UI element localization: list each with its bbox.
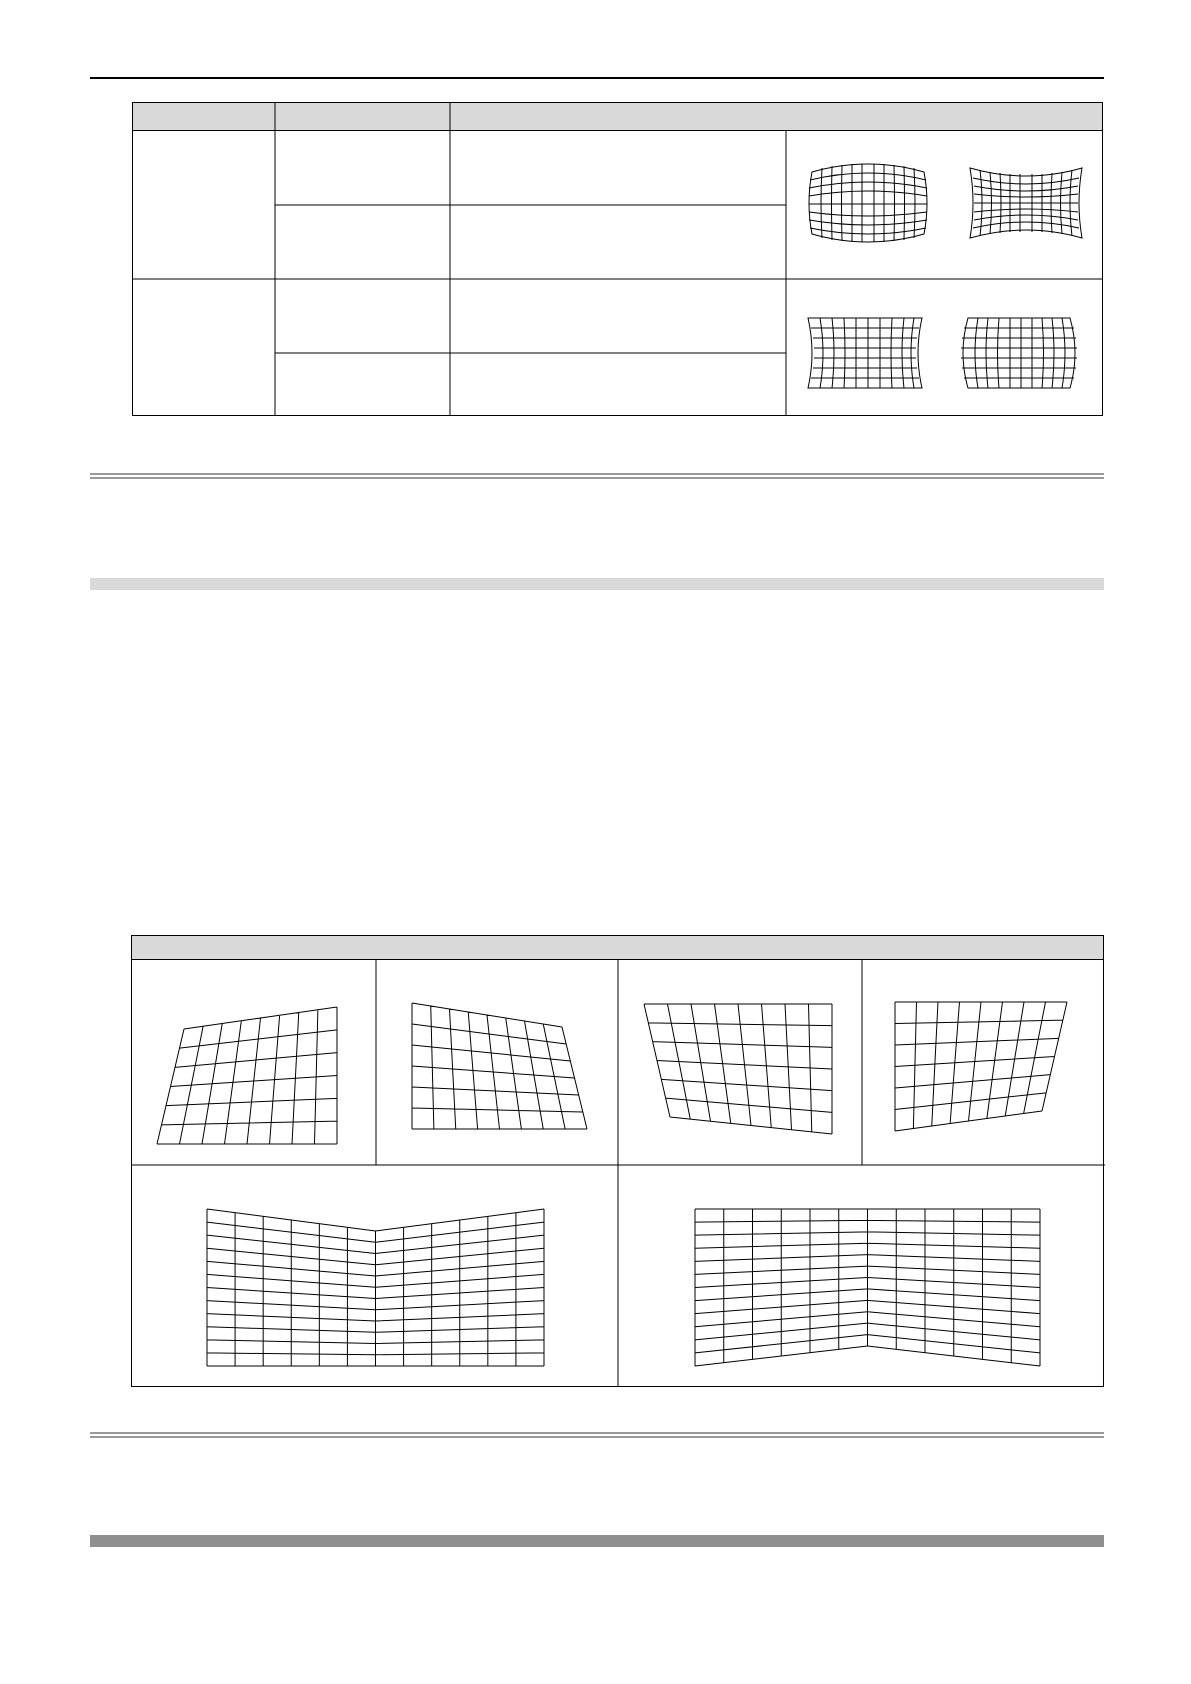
corner-peak-bottom-grid-icon-right	[868, 1209, 1041, 1366]
keystone-left-short-grid-icon	[157, 1007, 337, 1144]
section-heading-bar	[90, 578, 1104, 590]
keystone-top-short-grid-icon	[895, 1002, 1067, 1131]
distortion-table-grid	[132, 102, 1103, 416]
section-double-rule-2	[90, 1432, 1104, 1438]
keystone-right-short-grid-icon	[412, 1003, 587, 1129]
distortion-correction-table	[132, 102, 1103, 416]
keystone-correction-table	[131, 935, 1104, 1387]
vertical-barrel-grid-icon	[961, 318, 1077, 388]
pincushion-grid-icon	[970, 168, 1082, 238]
barrel-grid-icon	[809, 164, 927, 242]
keystone-table-body	[131, 959, 1104, 1387]
table-body	[133, 131, 1103, 416]
corner-peak-bottom-grid-icon-left	[695, 1209, 868, 1366]
footer-bar	[90, 1535, 1104, 1547]
keystone-table-header	[131, 935, 1104, 960]
keystone-illustrations	[132, 959, 1105, 1387]
vertical-pincushion-grid-icon	[808, 318, 922, 388]
corner-peak-top-grid-icon-left	[207, 1209, 376, 1366]
keystone-bottom-short-grid-icon	[644, 1004, 832, 1134]
page-header-rule	[90, 77, 1104, 79]
corner-peak-top-grid-icon-right	[376, 1209, 545, 1366]
table-header-row	[133, 103, 1103, 131]
section-double-rule-1	[90, 473, 1104, 479]
